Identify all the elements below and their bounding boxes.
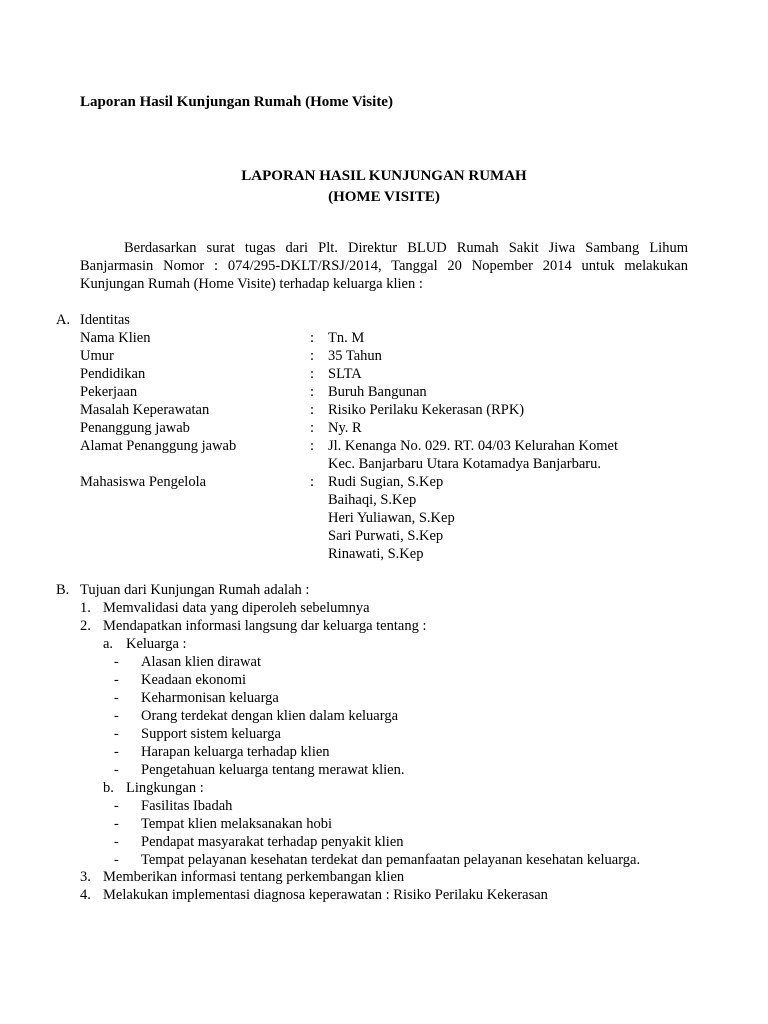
lingkungan-item: Pendapat masyarakat terhadap penyakit klien xyxy=(141,834,404,850)
lingkungan-item: Tempat klien melaksanakan hobi xyxy=(141,816,333,832)
identity-value: Ny. R xyxy=(328,420,362,436)
list-number: 3. xyxy=(80,869,91,885)
section-a-title: Identitas xyxy=(80,312,130,328)
identity-colon: : xyxy=(310,420,315,436)
keluarga-item: Pengetahuan keluarga tentang merawat klien. xyxy=(141,762,405,778)
identity-colon: : xyxy=(310,348,315,364)
identity-value: Buruh Bangunan xyxy=(328,384,427,400)
title-line-1: LAPORAN HASIL KUNJUNGAN RUMAH xyxy=(241,168,527,184)
intro-paragraph: Berdasarkan surat tugas dari Plt. Direktur BLUD Rumah Sakit Jiwa Sambang Lihum Banjarmasin Nomor : 074/295-DKLT/RSJ/2014, Tanggal 20 Nopember 2014 untuk melakukan Kunjungan Rumah (Home Visite) terhadap keluarga klien : xyxy=(80,240,688,292)
dash-bullet: - xyxy=(114,744,119,760)
identity-colon: : xyxy=(310,438,315,454)
identity-colon: : xyxy=(310,330,315,346)
identity-label: Nama Klien xyxy=(80,330,151,346)
dash-bullet: - xyxy=(114,672,119,688)
keluarga-item: Orang terdekat dengan klien dalam keluarga xyxy=(141,708,398,724)
sub-letter: b. xyxy=(103,780,114,796)
keluarga-item: Support sistem keluarga xyxy=(141,726,281,742)
identity-label: Pekerjaan xyxy=(80,384,138,400)
keluarga-item: Keharmonisan keluarga xyxy=(141,690,279,706)
keluarga-item: Harapan keluarga terhadap klien xyxy=(141,744,330,760)
lingkungan-item: Tempat pelayanan kesehatan terdekat dan pemanfaatan pelayanan kesehatan keluarga. xyxy=(141,852,641,868)
section-a-marker: A. xyxy=(56,312,71,328)
list-item: Memberikan informasi tentang perkembangan klien xyxy=(103,869,405,885)
list-number: 2. xyxy=(80,618,91,634)
dash-bullet: - xyxy=(114,690,119,706)
student-name: Heri Yuliawan, S.Kep xyxy=(328,510,455,526)
dash-bullet: - xyxy=(114,852,119,868)
section-b-marker: B. xyxy=(56,582,70,598)
list-item: Mendapatkan informasi langsung dar keluarga tentang : xyxy=(103,618,427,634)
identity-value: Tn. M xyxy=(328,330,365,346)
document-header: Laporan Hasil Kunjungan Rumah (Home Visite) xyxy=(80,94,393,110)
identity-label: Alamat Penanggung jawab xyxy=(80,438,237,454)
sub-letter: a. xyxy=(103,636,114,652)
identity-label: Pendidikan xyxy=(80,366,146,382)
list-item: Melakukan implementasi diagnosa keperawatan : Risiko Perilaku Kekerasan xyxy=(103,887,548,903)
identity-value: 35 Tahun xyxy=(328,348,382,364)
keluarga-item: Keadaan ekonomi xyxy=(141,672,247,688)
identity-colon: : xyxy=(310,474,315,490)
dash-bullet: - xyxy=(114,654,119,670)
list-item: Memvalidasi data yang diperoleh sebelumnya xyxy=(103,600,370,616)
identity-label: Umur xyxy=(80,348,114,364)
report-title xyxy=(0,166,768,208)
student-name: Baihaqi, S.Kep xyxy=(328,492,417,508)
student-name: Rinawati, S.Kep xyxy=(328,546,424,562)
identity-value: SLTA xyxy=(328,366,362,382)
identity-value-continued: Kec. Banjarbaru Utara Kotamadya Banjarbaru. xyxy=(328,456,601,472)
identity-label: Penanggung jawab xyxy=(80,420,190,436)
list-number: 1. xyxy=(80,600,91,616)
dash-bullet: - xyxy=(114,762,119,778)
dash-bullet: - xyxy=(114,798,119,814)
dash-bullet: - xyxy=(114,708,119,724)
sub-heading-lingkungan: Lingkungan : xyxy=(126,780,204,796)
identity-value: Risiko Perilaku Kekerasan (RPK) xyxy=(328,402,525,418)
dash-bullet: - xyxy=(114,726,119,742)
list-number: 4. xyxy=(80,887,91,903)
dash-bullet: - xyxy=(114,834,119,850)
keluarga-item: Alasan klien dirawat xyxy=(141,654,261,670)
identity-value: Jl. Kenanga No. 029. RT. 04/03 Kelurahan Komet xyxy=(328,438,619,454)
identity-label: Masalah Keperawatan xyxy=(80,402,210,418)
identity-label: Mahasiswa Pengelola xyxy=(80,474,207,490)
student-name: Sari Purwati, S.Kep xyxy=(328,528,444,544)
identity-colon: : xyxy=(310,366,315,382)
sub-heading-keluarga: Keluarga : xyxy=(126,636,187,652)
title-line-2: (HOME VISITE) xyxy=(328,189,440,205)
dash-bullet: - xyxy=(114,816,119,832)
section-b-title: Tujuan dari Kunjungan Rumah adalah : xyxy=(80,582,310,598)
identity-colon: : xyxy=(310,402,315,418)
identity-colon: : xyxy=(310,384,315,400)
student-name: Rudi Sugian, S.Kep xyxy=(328,474,444,490)
lingkungan-item: Fasilitas Ibadah xyxy=(141,798,233,814)
